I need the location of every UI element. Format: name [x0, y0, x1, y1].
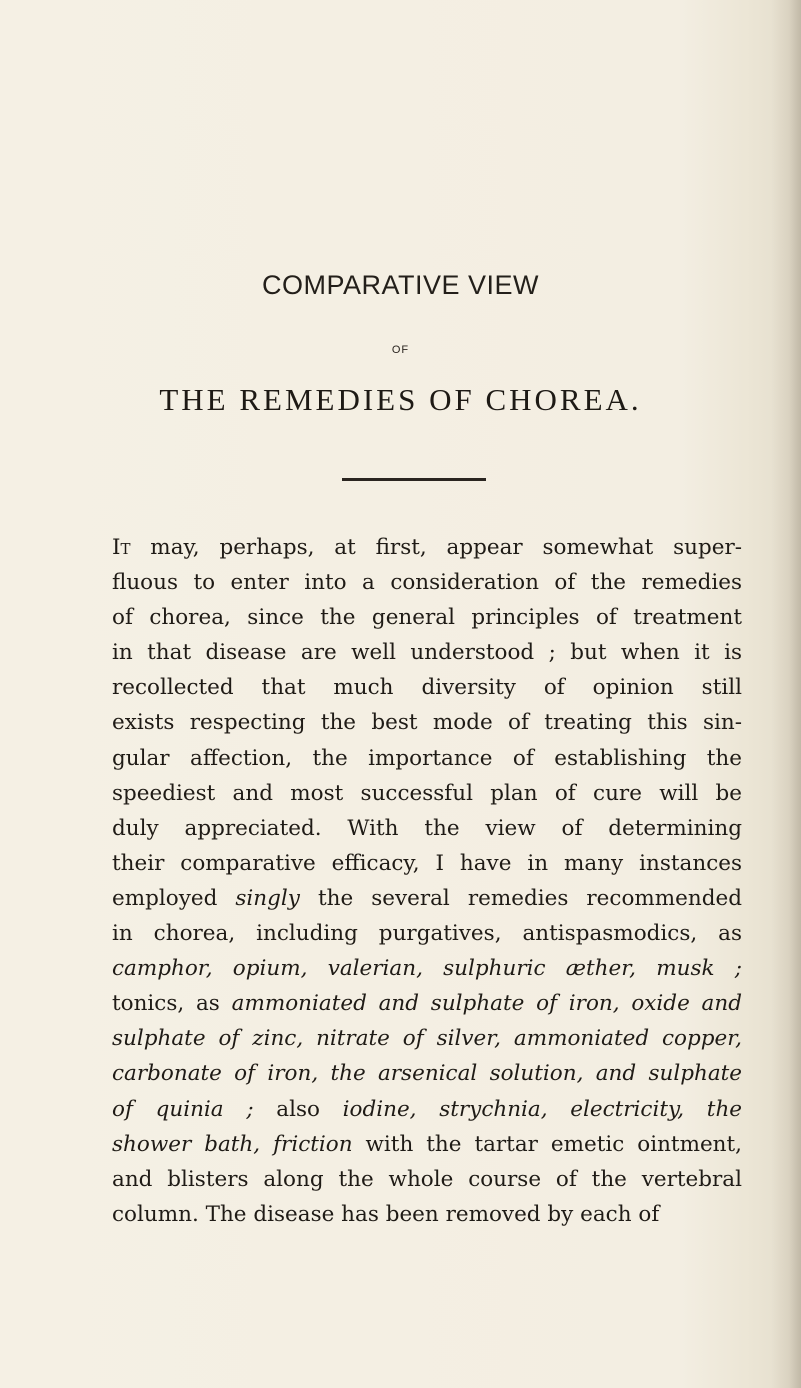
text-line	[112, 811, 742, 846]
text-run: of chorea, since the general principles of treatment	[112, 605, 742, 631]
text-run: gular affection, the importance of establishing the	[112, 745, 742, 771]
text-line	[112, 951, 742, 986]
italic-text: ammoniated and sulphate of iron, oxide and	[231, 991, 742, 1017]
title-of: OF	[391, 344, 410, 356]
italic-text: shower bath, friction	[112, 1131, 353, 1157]
text-run: tonics, as	[112, 991, 232, 1017]
text-line	[112, 916, 742, 951]
title-divider-rule	[342, 478, 486, 481]
text-run: also	[253, 1096, 343, 1122]
text-line	[112, 1092, 742, 1127]
text-run: in that disease are well understood ; but when it is	[112, 640, 742, 666]
italic-text: iodine, strychnia, electricity, the	[342, 1096, 743, 1122]
text-run: may, perhaps, at first, appear somewhat super-	[130, 535, 742, 560]
text-line	[112, 986, 742, 1021]
text-run: exists respecting the best mode of treating this sin-	[112, 710, 742, 736]
text-run: with the tartar emetic ointment,	[352, 1131, 742, 1157]
text-line	[112, 600, 742, 635]
text-run: their comparative efficacy, I have in many instances	[112, 850, 742, 876]
text-line	[112, 1162, 742, 1197]
text-line	[112, 881, 742, 916]
italic-text: of quinia ;	[112, 1096, 254, 1122]
text-line	[112, 1021, 742, 1056]
text-line	[112, 1056, 742, 1091]
text-run: and blisters along the whole course of the vertebral	[112, 1166, 742, 1192]
text-run: recollected that much diversity of opinion still	[112, 675, 742, 701]
italic-text: carbonate of iron, the arsenical solution, and sulphate	[112, 1061, 742, 1087]
italic-text: camphor, opium, valerian, sulphuric æther, musk ;	[112, 956, 742, 982]
title-line-1: COMPARATIVE VIEW	[261, 270, 540, 300]
text-line	[112, 565, 742, 600]
text-line	[112, 530, 742, 565]
body-paragraph	[112, 530, 742, 1232]
text-run: in chorea, including purgatives, antispasmodics, as	[112, 921, 742, 947]
text-line	[112, 670, 742, 705]
text-run: speediest and most successful plan of cure will be	[112, 780, 742, 806]
italic-text: singly	[235, 885, 300, 911]
small-caps-text: It	[112, 535, 131, 560]
text-run: fluous to enter into a consideration of the remedies	[112, 570, 742, 596]
text-run: the several remedies recommended	[299, 885, 742, 911]
text-line	[112, 705, 742, 740]
text-line	[112, 741, 742, 776]
title-line-2: THE REMEDIES OF CHOREA.	[159, 382, 642, 417]
text-line	[112, 635, 742, 670]
text-run: duly appreciated. With the view of determining	[112, 815, 742, 841]
text-run: employed	[112, 885, 236, 911]
page-edge-shadow	[771, 0, 801, 1388]
text-line	[112, 1197, 742, 1232]
italic-text: sulphate of zinc, nitrate of silver, ammoniated copper,	[112, 1026, 742, 1052]
text-line	[112, 846, 742, 881]
text-line	[112, 776, 742, 811]
text-line	[112, 1127, 742, 1162]
text-run: column. The disease has been removed by each of	[112, 1201, 660, 1227]
